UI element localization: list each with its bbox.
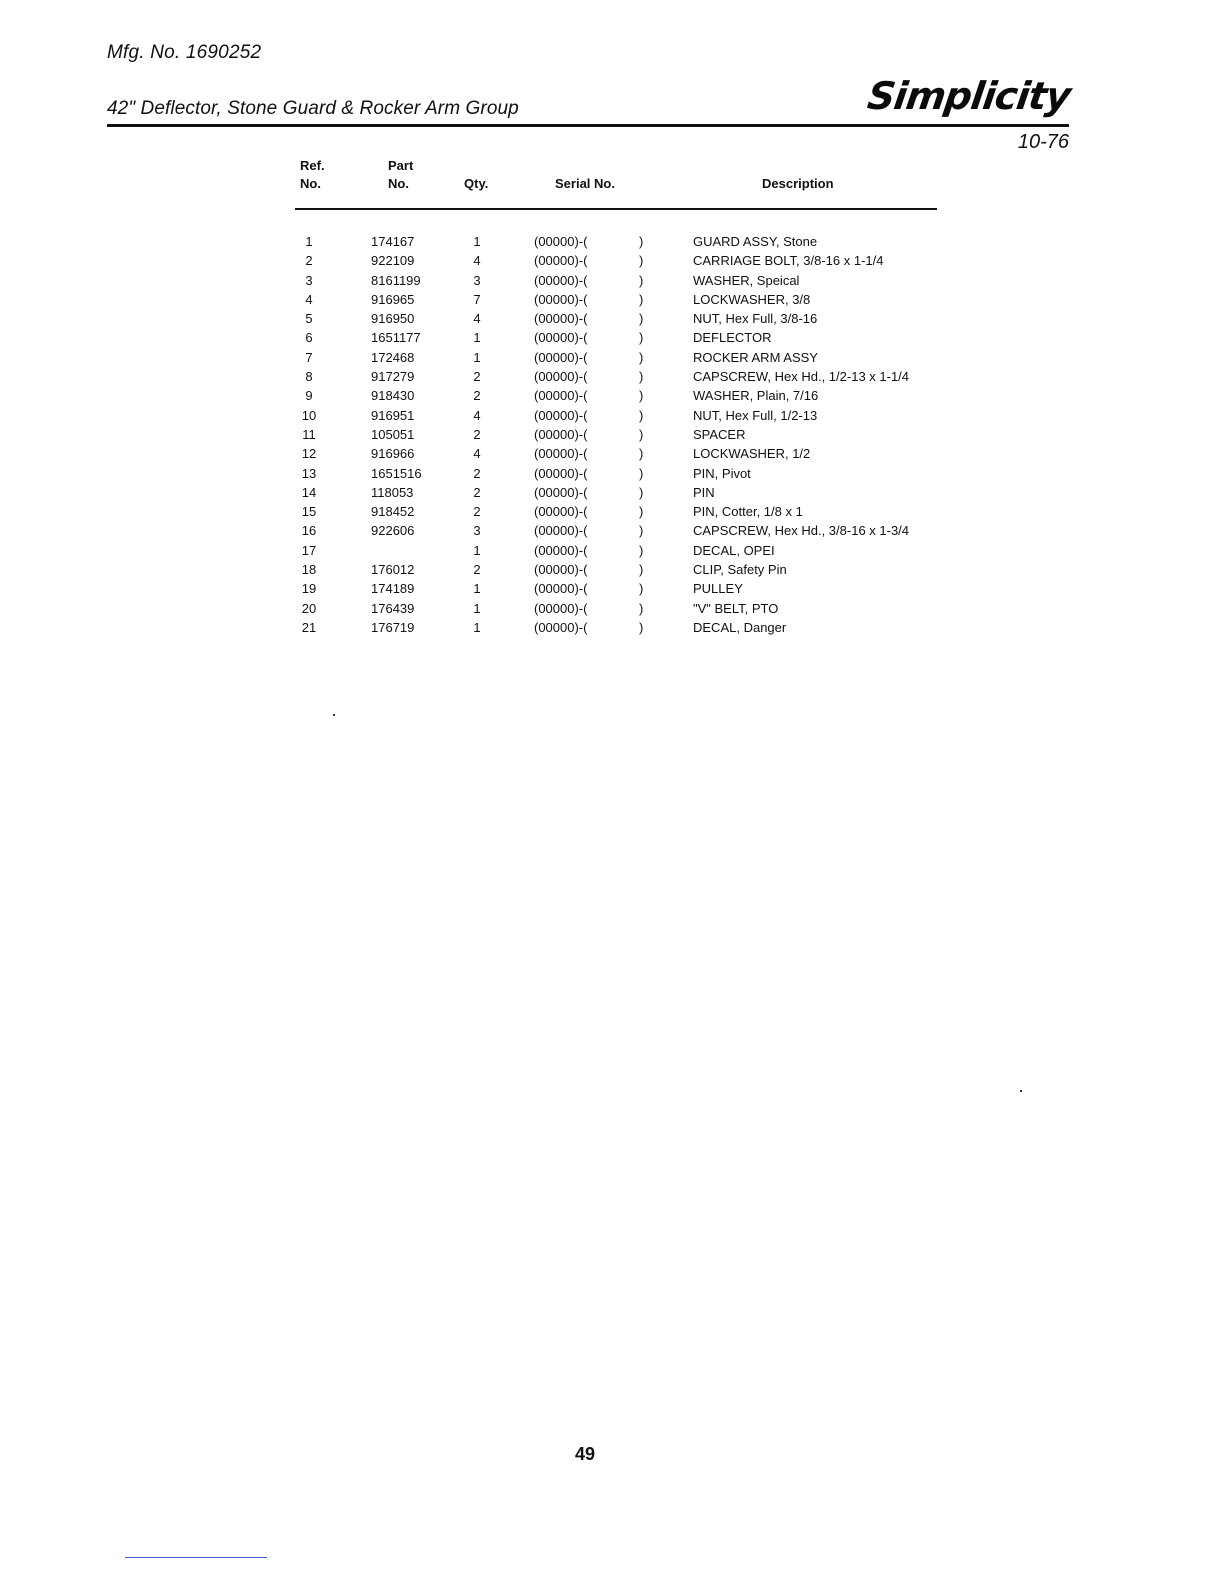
table-row — [295, 328, 995, 347]
cell-part-no: 917279 — [371, 369, 415, 385]
cell-serial-end: ) — [639, 291, 644, 307]
col-header-part-line1: Part — [388, 158, 414, 173]
cell-ref: 2 — [305, 253, 313, 269]
cell-part-no: 176439 — [371, 600, 415, 616]
cell-ref: 13 — [301, 465, 317, 481]
cell-qty: 2 — [473, 465, 481, 481]
cell-qty: 2 — [473, 484, 481, 500]
cell-ref: 20 — [301, 600, 317, 616]
cell-serial: (00000)-( — [534, 446, 588, 462]
cell-qty: 3 — [473, 272, 481, 288]
cell-ref: 6 — [305, 330, 313, 346]
cell-serial: (00000)-( — [534, 581, 588, 597]
cell-qty: 1 — [473, 349, 481, 365]
cell-description: DECAL, OPEI — [693, 542, 775, 558]
cell-ref: 16 — [301, 523, 317, 539]
table-row — [295, 425, 995, 444]
cell-part-no: 176719 — [371, 619, 415, 635]
table-row — [295, 406, 995, 425]
footer-line — [125, 1557, 267, 1558]
cell-qty: 1 — [473, 542, 481, 558]
page-title: 42" Deflector, Stone Guard & Rocker Arm Group — [107, 98, 519, 119]
mfg-number: Mfg. No. 1690252 — [107, 42, 262, 63]
cell-part-no: 8161199 — [371, 272, 421, 288]
cell-serial: (00000)-( — [534, 349, 588, 365]
table-row — [295, 309, 995, 328]
cell-qty: 4 — [473, 446, 481, 462]
cell-part-no: 916965 — [371, 291, 415, 307]
col-header-ref-line2: No. — [300, 176, 321, 191]
cell-part-no: 105051 — [371, 426, 415, 442]
cell-serial-end: ) — [639, 407, 644, 423]
cell-ref: 15 — [301, 504, 317, 520]
cell-qty: 1 — [473, 330, 481, 346]
cell-serial: (00000)-( — [534, 426, 588, 442]
cell-ref: 11 — [302, 426, 316, 442]
cell-serial: (00000)-( — [534, 542, 588, 558]
cell-qty: 1 — [473, 581, 481, 597]
cell-description: CAPSCREW, Hex Hd., 1/2-13 x 1-1/4 — [693, 369, 910, 385]
cell-ref: 3 — [305, 272, 313, 288]
cell-serial-end: ) — [639, 388, 644, 404]
col-header-qty: Qty. — [464, 176, 489, 191]
cell-serial-end: ) — [639, 426, 644, 442]
table-row — [295, 290, 995, 309]
table-row — [295, 271, 995, 290]
cell-description: DEFLECTOR — [693, 330, 772, 346]
cell-ref: 7 — [305, 349, 313, 365]
cell-serial: (00000)-( — [534, 330, 588, 346]
col-header-part-line2: No. — [388, 176, 409, 191]
table-row — [295, 444, 995, 463]
cell-serial: (00000)-( — [534, 272, 588, 288]
cell-serial-end: ) — [639, 369, 644, 385]
cell-serial: (00000)-( — [534, 234, 588, 249]
cell-serial: (00000)-( — [534, 484, 588, 500]
col-header-ref — [300, 157, 325, 193]
cell-ref: 4 — [305, 291, 313, 307]
cell-description: CLIP, Safety Pin — [693, 562, 787, 578]
cell-qty: 1 — [473, 234, 481, 249]
table-row — [295, 251, 995, 270]
cell-description: NUT, Hex Full, 1/2-13 — [693, 407, 818, 423]
cell-part-no: 176012 — [371, 562, 415, 578]
cell-ref: 5 — [305, 311, 313, 327]
cell-serial: (00000)-( — [534, 253, 588, 269]
cell-serial-end: ) — [639, 253, 644, 269]
cell-description: LOCKWASHER, 1/2 — [693, 446, 811, 462]
table-row — [295, 367, 995, 386]
cell-part-no: 118053 — [371, 484, 414, 500]
cell-ref: 1 — [305, 234, 313, 249]
cell-serial-end: ) — [639, 234, 644, 249]
cell-serial-end: ) — [639, 619, 644, 635]
table-row — [295, 464, 995, 483]
cell-qty: 4 — [473, 407, 481, 423]
cell-description: ROCKER ARM ASSY — [693, 349, 818, 365]
table-row — [295, 618, 995, 637]
cell-part-no: 174167 — [371, 234, 415, 249]
cell-serial-end: ) — [639, 504, 644, 520]
scan-speck — [333, 714, 335, 716]
cell-serial-end: ) — [639, 272, 644, 288]
table-header-rule — [295, 208, 937, 210]
cell-description: NUT, Hex Full, 3/8-16 — [693, 311, 818, 327]
table-row — [295, 541, 995, 560]
cell-description: DECAL, Danger — [693, 619, 787, 635]
scan-speck — [1020, 1090, 1022, 1092]
cell-description: WASHER, Speical — [693, 272, 800, 288]
cell-qty: 2 — [473, 426, 481, 442]
cell-serial: (00000)-( — [534, 407, 588, 423]
table-row — [295, 502, 995, 521]
table-row — [295, 579, 995, 598]
cell-description: PULLEY — [693, 581, 743, 597]
revision-date: 10-76 — [1017, 131, 1069, 153]
cell-serial-end: ) — [639, 562, 644, 578]
table-row — [295, 232, 995, 251]
cell-ref: 10 — [301, 407, 317, 423]
cell-qty: 2 — [473, 369, 481, 385]
cell-part-no: 918430 — [371, 388, 415, 404]
table-row — [295, 348, 995, 367]
cell-part-no: 1651516 — [371, 465, 422, 481]
cell-qty: 2 — [473, 504, 481, 520]
cell-part-no: 172468 — [371, 349, 415, 365]
col-header-ref-line1: Ref. — [300, 158, 325, 173]
cell-serial: (00000)-( — [534, 504, 588, 520]
cell-description: CAPSCREW, Hex Hd., 3/8-16 x 1-3/4 — [693, 523, 910, 539]
cell-qty: 2 — [473, 388, 481, 404]
cell-description: PIN, Cotter, 1/8 x 1 — [693, 504, 803, 520]
table-row — [295, 521, 995, 540]
cell-ref: 17 — [301, 542, 317, 558]
cell-description: SPACER — [693, 426, 746, 442]
cell-description: CARRIAGE BOLT, 3/8-16 x 1-1/4 — [693, 253, 884, 269]
cell-serial-end: ) — [639, 311, 644, 327]
cell-qty: 2 — [473, 562, 481, 578]
table-row — [295, 386, 995, 405]
cell-part-no: 916966 — [371, 446, 415, 462]
cell-part-no: 1651177 — [371, 330, 421, 346]
table-row — [295, 560, 995, 579]
cell-qty: 7 — [473, 291, 481, 307]
cell-ref: 8 — [305, 369, 313, 385]
cell-qty: 3 — [473, 523, 481, 539]
cell-part-no: 918452 — [371, 504, 415, 520]
cell-part-no: 922606 — [371, 523, 415, 539]
cell-serial-end: ) — [639, 600, 644, 616]
table-row — [295, 599, 995, 618]
cell-serial-end: ) — [639, 465, 644, 481]
cell-serial: (00000)-( — [534, 562, 588, 578]
cell-description: LOCKWASHER, 3/8 — [693, 291, 811, 307]
cell-description: PIN, Pivot — [693, 465, 751, 481]
cell-serial: (00000)-( — [534, 600, 588, 616]
cell-ref: 18 — [301, 562, 317, 578]
cell-serial-end: ) — [639, 446, 644, 462]
cell-description: "V" BELT, PTO — [693, 600, 779, 616]
cell-serial: (00000)-( — [534, 388, 588, 404]
cell-qty: 4 — [473, 311, 481, 327]
cell-serial: (00000)-( — [534, 465, 588, 481]
cell-qty: 1 — [473, 600, 481, 616]
cell-description: GUARD ASSY, Stone — [693, 234, 818, 249]
cell-serial: (00000)-( — [534, 523, 588, 539]
cell-serial: (00000)-( — [534, 291, 588, 307]
cell-part-no: 916951 — [371, 407, 415, 423]
cell-serial-end: ) — [639, 349, 644, 365]
brand-logo: Simplicity — [865, 74, 1074, 118]
cell-description: WASHER, Plain, 7/16 — [693, 388, 819, 404]
cell-serial: (00000)-( — [534, 311, 588, 327]
cell-ref: 9 — [305, 388, 313, 404]
cell-description: PIN — [693, 484, 715, 500]
cell-serial-end: ) — [639, 330, 644, 346]
cell-serial: (00000)-( — [534, 369, 588, 385]
table-row — [295, 483, 995, 502]
cell-ref: 19 — [301, 581, 317, 597]
page-number: 49 — [574, 1444, 596, 1464]
cell-serial-end: ) — [639, 542, 644, 558]
cell-serial-end: ) — [639, 484, 644, 500]
cell-part-no: 916950 — [371, 311, 415, 327]
parts-table — [295, 232, 995, 637]
header-rule — [107, 124, 1069, 127]
cell-serial: (00000)-( — [534, 619, 588, 635]
col-header-part — [388, 157, 413, 193]
col-header-description: Description — [762, 176, 834, 191]
cell-serial-end: ) — [639, 581, 644, 597]
cell-qty: 4 — [473, 253, 481, 269]
cell-qty: 1 — [473, 619, 481, 635]
cell-serial-end: ) — [639, 523, 644, 539]
cell-part-no: 922109 — [371, 253, 415, 269]
cell-ref: 14 — [301, 484, 317, 500]
col-header-serial: Serial No. — [555, 176, 615, 191]
cell-part-no: 174189 — [371, 581, 415, 597]
cell-ref: 12 — [301, 446, 317, 462]
cell-ref: 21 — [301, 619, 317, 635]
